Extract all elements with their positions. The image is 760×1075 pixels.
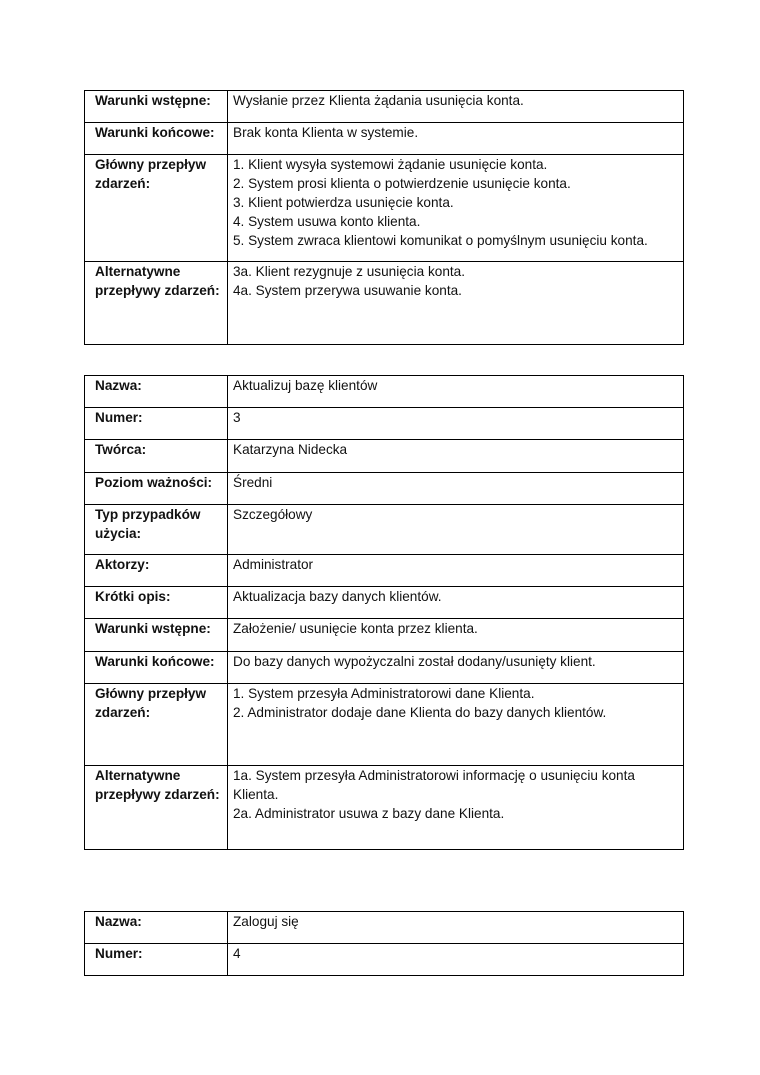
row-label: Główny przepływ zdarzeń: <box>85 684 228 766</box>
table-row <box>85 684 684 766</box>
row-label: Warunki końcowe: <box>85 123 228 155</box>
row-value: Aktualizacja bazy danych klientów. <box>228 587 684 619</box>
row-value <box>228 155 684 262</box>
table-row <box>85 555 684 587</box>
row-value: Katarzyna Nidecka <box>228 440 684 473</box>
table-row <box>85 408 684 440</box>
table-row <box>85 262 684 345</box>
flow-step: 3a. Klient rezygnuje z usunięcia konta. <box>233 264 465 279</box>
table-row <box>85 473 684 505</box>
row-value: Zaloguj się <box>228 912 684 944</box>
row-label: Numer: <box>85 408 228 440</box>
row-label: Nazwa: <box>85 376 228 408</box>
table-row <box>85 766 684 850</box>
row-value: Brak konta Klienta w systemie. <box>228 123 684 155</box>
use-case-table-update-clients <box>84 375 684 850</box>
table-row <box>85 155 684 262</box>
flow-step: 3. Klient potwierdza usunięcie konta. <box>233 195 454 210</box>
flow-step: 2a. Administrator usuwa z bazy dane Klienta. <box>233 806 505 821</box>
flow-step: 1. Klient wysyła systemowi żądanie usunięcie konta. <box>233 157 548 172</box>
row-value: Wysłanie przez Klienta żądania usunięcia konta. <box>228 91 684 123</box>
table-row <box>85 505 684 555</box>
row-label: Warunki wstępne: <box>85 619 228 652</box>
row-value: Administrator <box>228 555 684 587</box>
table-row <box>85 619 684 652</box>
table-row <box>85 123 684 155</box>
flow-step: 4. System usuwa konto klienta. <box>233 214 421 229</box>
row-label: Warunki końcowe: <box>85 652 228 684</box>
row-label: Główny przepływ zdarzeń: <box>85 155 228 262</box>
row-label: Warunki wstępne: <box>85 91 228 123</box>
row-label: Aktorzy: <box>85 555 228 587</box>
row-value: Szczegółowy <box>228 505 684 555</box>
row-label: Nazwa: <box>85 912 228 944</box>
row-label: Alternatywne przepływy zdarzeń: <box>85 262 228 345</box>
row-value <box>228 262 684 345</box>
flow-step: 2. System prosi klienta o potwierdzenie usunięcie konta. <box>233 176 571 191</box>
table-row <box>85 912 684 944</box>
flow-step: 1. System przesyła Administratorowi dane Klienta. <box>233 686 535 701</box>
row-label: Krótki opis: <box>85 587 228 619</box>
table-row <box>85 587 684 619</box>
flow-step: 5. System zwraca klientowi komunikat o pomyślnym usunięciu konta. <box>233 233 648 248</box>
table-row <box>85 91 684 123</box>
table-row <box>85 944 684 976</box>
row-label: Alternatywne przepływy zdarzeń: <box>85 766 228 850</box>
flow-step: 2. Administrator dodaje dane Klienta do bazy danych klientów. <box>233 705 607 720</box>
table-row <box>85 652 684 684</box>
row-label: Typ przypadków użycia: <box>85 505 228 555</box>
flow-step: 4a. System przerywa usuwanie konta. <box>233 283 462 298</box>
table-row <box>85 376 684 408</box>
row-value <box>228 684 684 766</box>
row-label: Poziom ważności: <box>85 473 228 505</box>
row-value: 4 <box>228 944 684 976</box>
row-value: Do bazy danych wypożyczalni został dodany/usunięty klient. <box>228 652 684 684</box>
use-case-table-login <box>84 911 684 976</box>
row-value <box>228 766 684 850</box>
row-value: Założenie/ usunięcie konta przez klienta. <box>228 619 684 652</box>
row-value: 3 <box>228 408 684 440</box>
row-value: Średni <box>228 473 684 505</box>
row-label: Twórca: <box>85 440 228 473</box>
table-row <box>85 440 684 473</box>
row-value: Aktualizuj bazę klientów <box>228 376 684 408</box>
row-label: Numer: <box>85 944 228 976</box>
use-case-table-delete-account <box>84 90 684 345</box>
flow-step: 1a. System przesyła Administratorowi informację o usunięciu konta Klienta. <box>233 768 635 802</box>
